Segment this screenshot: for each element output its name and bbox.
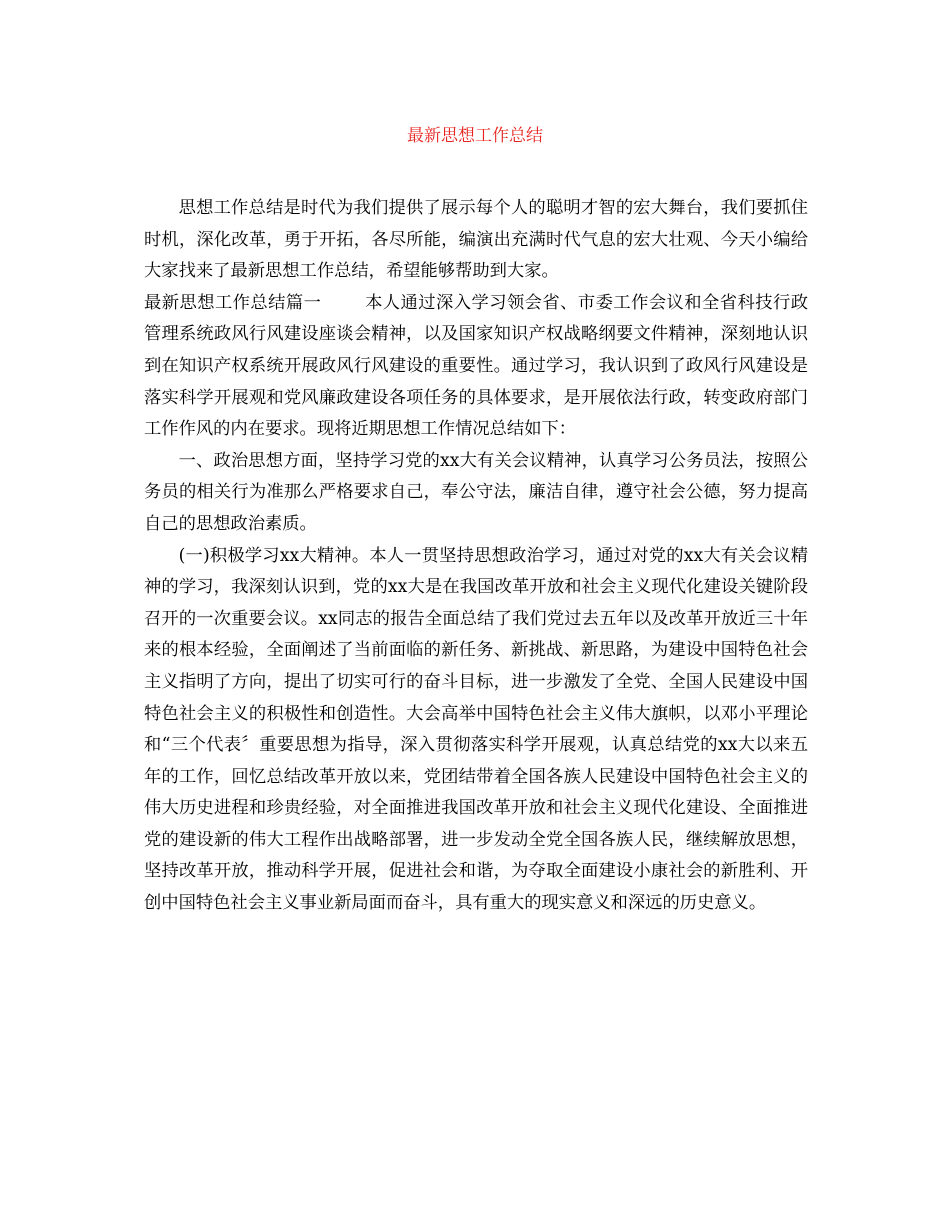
section-heading: 最新思想工作总结篇一 xyxy=(144,292,322,313)
section-opening-text: 本人通过深入学习领会省、市委工作会议和全省科技行政管理系统政风行风建设座谈会精神，以及国家知识产权战略纲要文件精神，深刻地认识到在知识产权系统开展政风行风建设的重要性。通过学习，我认识到了政风行风建设是落实科学开展观和党风廉政建设各项任务的具体要求，是开展依法行政，转变政府部门工作作风的内在要求。现将近期思想工作情况总结如下： xyxy=(144,292,808,440)
intro-paragraph: 思想工作总结是时代为我们提供了展示每个人的聪明才智的宏大舞台，我们要抓住时机，深化改革，勇于开拓，各尽所能，编演出充满时代气息的宏大壮观、今天小编给大家找来了最新思想工作总结，希望能够帮助到大家。 xyxy=(144,198,808,282)
document-body xyxy=(144,193,808,920)
political-thought-paragraph: 一、政治思想方面，坚持学习党的xx大有关会议精神，认真学习公务员法，按照公务员的相关行为准那么严格要求自己，奉公守法，廉洁自律，遵守社会公德，努力提高自己的思想政治素质。 xyxy=(144,450,808,534)
study-spirit-paragraph: (一)积极学习xx大精神。本人一贯坚持思想政治学习，通过对党的xx大有关会议精神的学习，我深刻认识到，党的xx大是在我国改革开放和社会主义现代化建设关键阶段召开的一次重要会议。xx同志的报告全面总结了我们党过去五年以及改革开放近三十年来的根本经验，全面阐述了当前面临的新任务、新挑战、新思路，为建设中国特色社会主义指明了方向，提出了切实可行的奋斗目标，进一步激发了全党、全国人民建设中国特色社会主义的积极性和创造性。大会高举中国特色社会主义伟大旗帜，以邓小平理论和“三个代表〞重要思想为指导，深入贯彻落实科学开展观，认真总结党的xx大以来五年的工作，回忆总结改革开放以来，党团结带着全国各族人民建设中国特色社会主义的伟大历史进程和珍贵经验，对全面推进我国改革开放和社会主义现代化建设、全面推进党的建设新的伟大工程作出战略部署，进一步发动全党全国各族人民，继续解放思想，坚持改革开放，推动科学开展，促进社会和谐，为夺取全面建设小康社会的新胜利、开创中国特色社会主义事业新局面而奋斗，具有重大的现实意义和深远的历史意义。 xyxy=(144,545,808,914)
document-title: 最新思想工作总结 xyxy=(407,126,543,146)
section-paragraph xyxy=(144,288,808,446)
